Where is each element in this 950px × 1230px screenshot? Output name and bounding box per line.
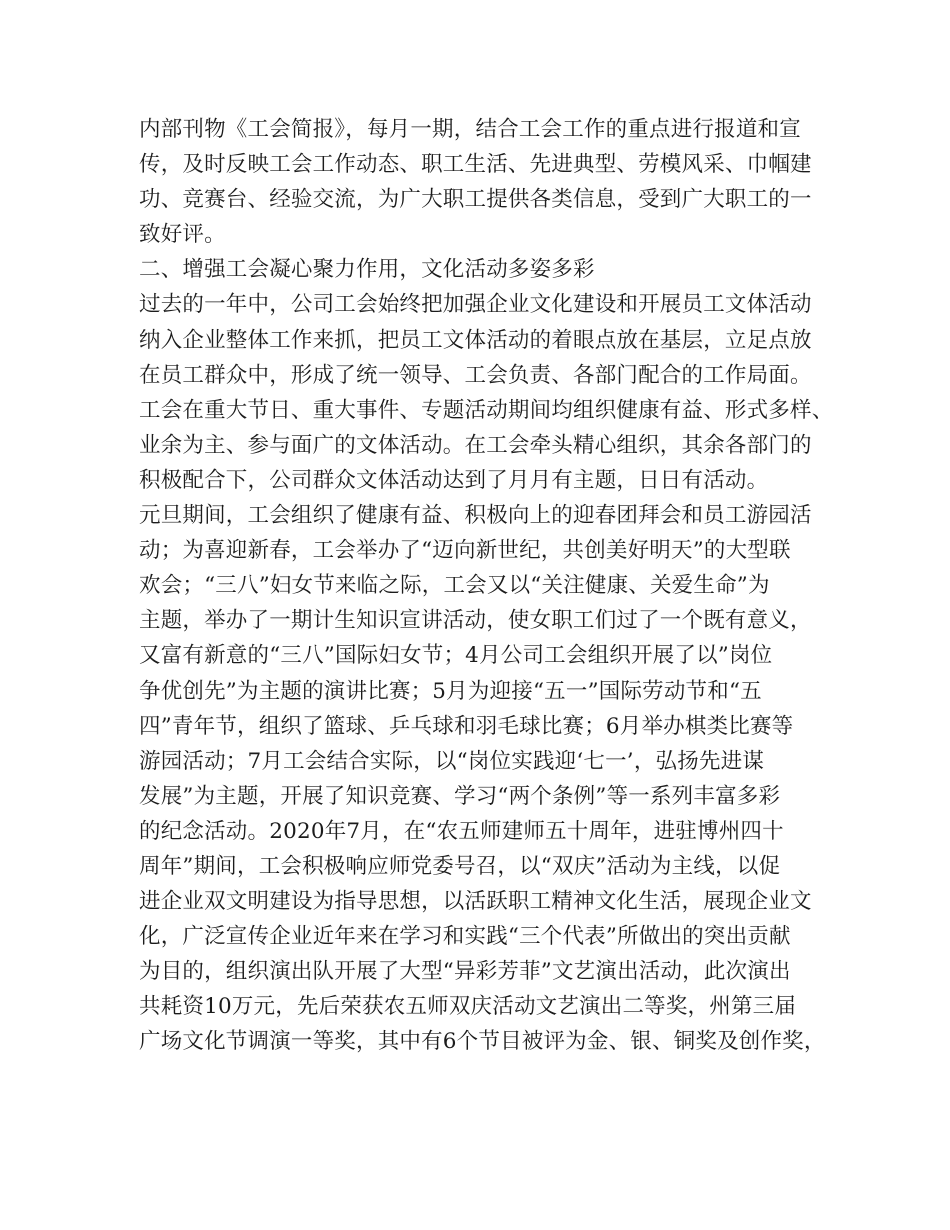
- text-line: 进企业双文明建设为指导思想，以活跃职工精神文化生活，展现企业文: [139, 889, 812, 915]
- text-line: 积极配合下，公司群众文体活动达到了月月有主题，日日有活动。: [139, 467, 769, 493]
- text-line: 化，广泛宣传企业近年来在学习和实践“三个代表”所做出的突出贡献: [139, 924, 791, 950]
- text-line: 传，及时反映工会工作动态、职工生活、先进典型、劳模风采、巾帼建: [139, 152, 812, 178]
- text-line: 在员工群众中，形成了统一领导、工会负责、各部门配合的工作局面。: [139, 362, 812, 388]
- text-line: 四”青年节，组织了篮球、乒乓球和羽毛球比赛；6月举办棋类比赛等: [139, 713, 794, 739]
- text-line: 元旦期间，工会组织了健康有益、积极向上的迎春团拜会和员工游园活: [139, 503, 812, 529]
- text-line: 过去的一年中，公司工会始终把加强企业文化建设和开展员工文体活动: [139, 292, 812, 318]
- text-line: 主题，举办了一期计生知识宣讲活动，使女职工们过了一个既有意义，: [139, 608, 812, 634]
- text-line: 又富有新意的“三八”国际妇女节；4月公司工会组织开展了以”岗位: [139, 643, 773, 669]
- text-line: 致好评。: [139, 222, 226, 248]
- text-line: 为目的，组织演出队开展了大型“异彩芳菲”文艺演出活动，此次演出: [139, 959, 791, 985]
- text-line: 的纪念活动。2020年7月，在“农五师建师五十周年，进驻博州四十: [139, 818, 784, 844]
- text-line: 内部刊物《工会简报》，每月一期，结合工会工作的重点进行报道和宣: [139, 117, 801, 142]
- section-heading: 二、增强工会凝心聚力作用，文化活动多姿多彩: [139, 257, 595, 283]
- text-line: 游园活动；7月工会结合实际，以“岗位实践迎‘七一’，弘扬先进谋: [139, 748, 765, 774]
- document-body: [139, 112, 834, 1060]
- text-line: 共耗资10万元，先后荣获农五师双庆活动文艺演出二等奖，州第三届: [139, 994, 797, 1020]
- text-line: 业余为主、参与面广的文体活动。在工会牵头精心组织，其余各部门的: [139, 432, 812, 458]
- text-line: 纳入企业整体工作来抓，把员工文体活动的着眼点放在基层，立足点放: [139, 327, 812, 353]
- text-line: 工会在重大节日、重大事件、专题活动期间均组织健康有益、形式多样、: [139, 397, 834, 423]
- text-line: 争优创先”为主题的演讲比赛；5月为迎接“五一”国际劳动节和“五: [139, 678, 762, 704]
- text-line: 功、竞赛台、经验交流，为广大职工提供各类信息，受到广大职工的一: [139, 187, 812, 213]
- text-line: 广场文化节调演一等奖，其中有6个节目被评为金、银、铜奖及创作奖，: [139, 1029, 826, 1055]
- text-line: 周年”期间，工会积极响应师党委号召，以“双庆”活动为主线，以促: [139, 853, 781, 879]
- text-line: 动；为喜迎新春，工会举办了“迈向新世纪，共创美好明天”的大型联: [139, 538, 791, 564]
- text-line: 发展”为主题，开展了知识竞赛、学习“两个条例”等一系列丰富多彩: [139, 783, 781, 809]
- text-line: 欢会；“三八”妇女节来临之际，工会又以“关注健康、关爱生命”为: [139, 573, 770, 599]
